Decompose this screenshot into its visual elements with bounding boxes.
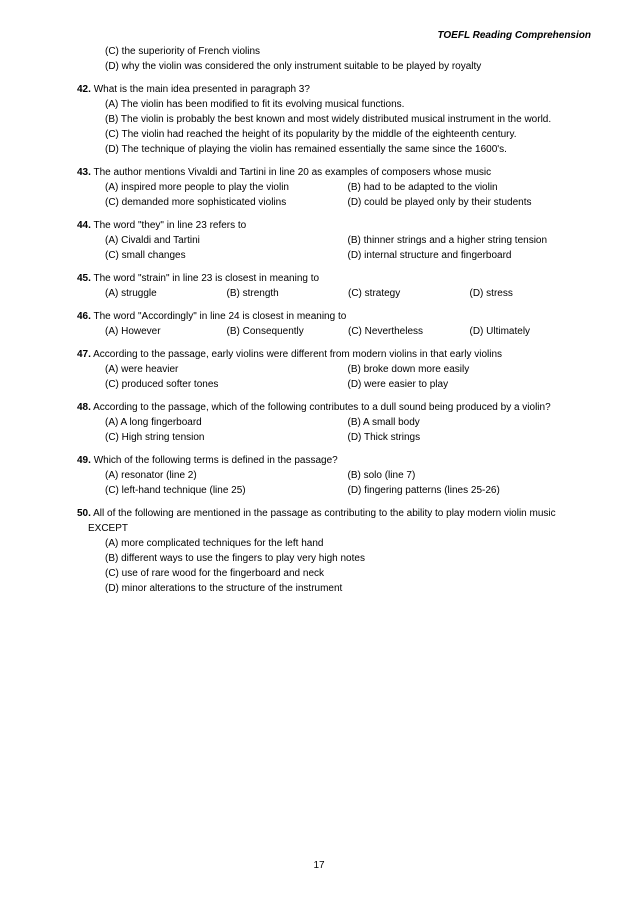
- answer-option: (C) use of rare wood for the fingerboard and neck: [105, 568, 325, 579]
- continued-options: [77, 44, 597, 74]
- answer-option: (D) fingering patterns (lines 25-26): [347, 485, 500, 496]
- answer-option: (D) Ultimately: [469, 326, 531, 337]
- question-text: The word "strain" in line 23 is closest in meaning to: [93, 273, 320, 284]
- question-number: 44.: [77, 220, 91, 231]
- question-text: The word "Accordingly" in line 24 is closest in meaning to: [93, 311, 347, 322]
- answer-option: (A) Civaldi and Tartini: [105, 235, 200, 246]
- question-number: 48.: [77, 402, 91, 413]
- question-number: 45.: [77, 273, 91, 284]
- question-45: [77, 271, 597, 301]
- question-text: All of the following are mentioned in the passage as contributing to the ability to play modern violin music: [93, 508, 556, 519]
- answer-option: (D) minor alterations to the structure of the instrument: [105, 583, 343, 594]
- question-number: 46.: [77, 311, 91, 322]
- question-47: [77, 347, 597, 392]
- question-number: 50.: [77, 508, 91, 519]
- answer-option: (A) However: [105, 326, 161, 337]
- answer-option: (C) the superiority of French violins: [105, 46, 261, 57]
- answer-option: (C) High string tension: [105, 432, 205, 443]
- question-text: The author mentions Vivaldi and Tartini in line 20 as examples of composers whose music: [93, 167, 492, 178]
- answer-option: (B) broke down more easily: [347, 364, 470, 375]
- answer-option: (B) The violin is probably the best known and most widely distributed musical instrument in the world.: [105, 114, 552, 125]
- answer-option: (B) thinner strings and a higher string tension: [347, 235, 548, 246]
- answer-option: (C) left-hand technique (line 25): [105, 485, 246, 496]
- question-43: [77, 165, 597, 210]
- answer-option: (D) why the violin was considered the only instrument suitable to be played by royalty: [105, 61, 482, 72]
- page-header: TOEFL Reading Comprehension: [437, 30, 591, 41]
- answer-option: (D) stress: [469, 288, 513, 299]
- answer-option: (D) could be played only by their students: [347, 197, 532, 208]
- question-text-continued: EXCEPT: [88, 523, 129, 534]
- question-44: [77, 218, 597, 263]
- answer-option: (A) The violin has been modified to fit its evolving musical functions.: [105, 99, 405, 110]
- answer-option: (B) had to be adapted to the violin: [347, 182, 498, 193]
- answer-option: (A) more complicated techniques for the left hand: [105, 538, 324, 549]
- question-48: [77, 400, 597, 445]
- answer-option: (B) different ways to use the fingers to play very high notes: [105, 553, 365, 564]
- question-42: [77, 82, 597, 157]
- answer-option: (D) The technique of playing the violin has remained essentially the same since the 1600's.: [105, 144, 507, 155]
- answer-option: (A) resonator (line 2): [105, 470, 197, 481]
- answer-option: (C) demanded more sophisticated violins: [105, 197, 287, 208]
- question-text: According to the passage, which of the following contributes to a dull sound being produced by a violin?: [93, 402, 551, 413]
- question-number: 42.: [77, 84, 91, 95]
- answer-option: (C) strategy: [348, 288, 401, 299]
- question-list: [77, 44, 597, 596]
- answer-option: (C) small changes: [105, 250, 186, 261]
- answer-option: (C) The violin had reached the height of its popularity by the middle of the eighteenth century.: [105, 129, 517, 140]
- answer-option: (C) produced softer tones: [105, 379, 219, 390]
- question-text: What is the main idea presented in paragraph 3?: [93, 84, 310, 95]
- answer-option: (B) solo (line 7): [347, 470, 416, 481]
- question-text: The word "they" in line 23 refers to: [93, 220, 247, 231]
- answer-option: (A) struggle: [105, 288, 157, 299]
- page-number: 17: [313, 860, 325, 871]
- question-49: [77, 453, 597, 498]
- question-text: According to the passage, early violins were different from modern violins in that early violins: [93, 349, 503, 360]
- answer-option: (A) A long fingerboard: [105, 417, 202, 428]
- question-text: Which of the following terms is defined in the passage?: [93, 455, 338, 466]
- answer-option: (D) were easier to play: [347, 379, 449, 390]
- question-number: 47.: [77, 349, 91, 360]
- answer-option: (B) A small body: [347, 417, 420, 428]
- answer-option: (D) internal structure and fingerboard: [347, 250, 512, 261]
- answer-option: (A) were heavier: [105, 364, 179, 375]
- answer-option: (B) strength: [226, 288, 279, 299]
- question-number: 49.: [77, 455, 91, 466]
- question-46: [77, 309, 597, 339]
- question-number: 43.: [77, 167, 91, 178]
- answer-option: (C) Nevertheless: [348, 326, 424, 337]
- answer-option: (D) Thick strings: [347, 432, 421, 443]
- answer-option: (B) Consequently: [226, 326, 304, 337]
- question-50: [77, 506, 597, 596]
- answer-option: (A) inspired more people to play the violin: [105, 182, 289, 193]
